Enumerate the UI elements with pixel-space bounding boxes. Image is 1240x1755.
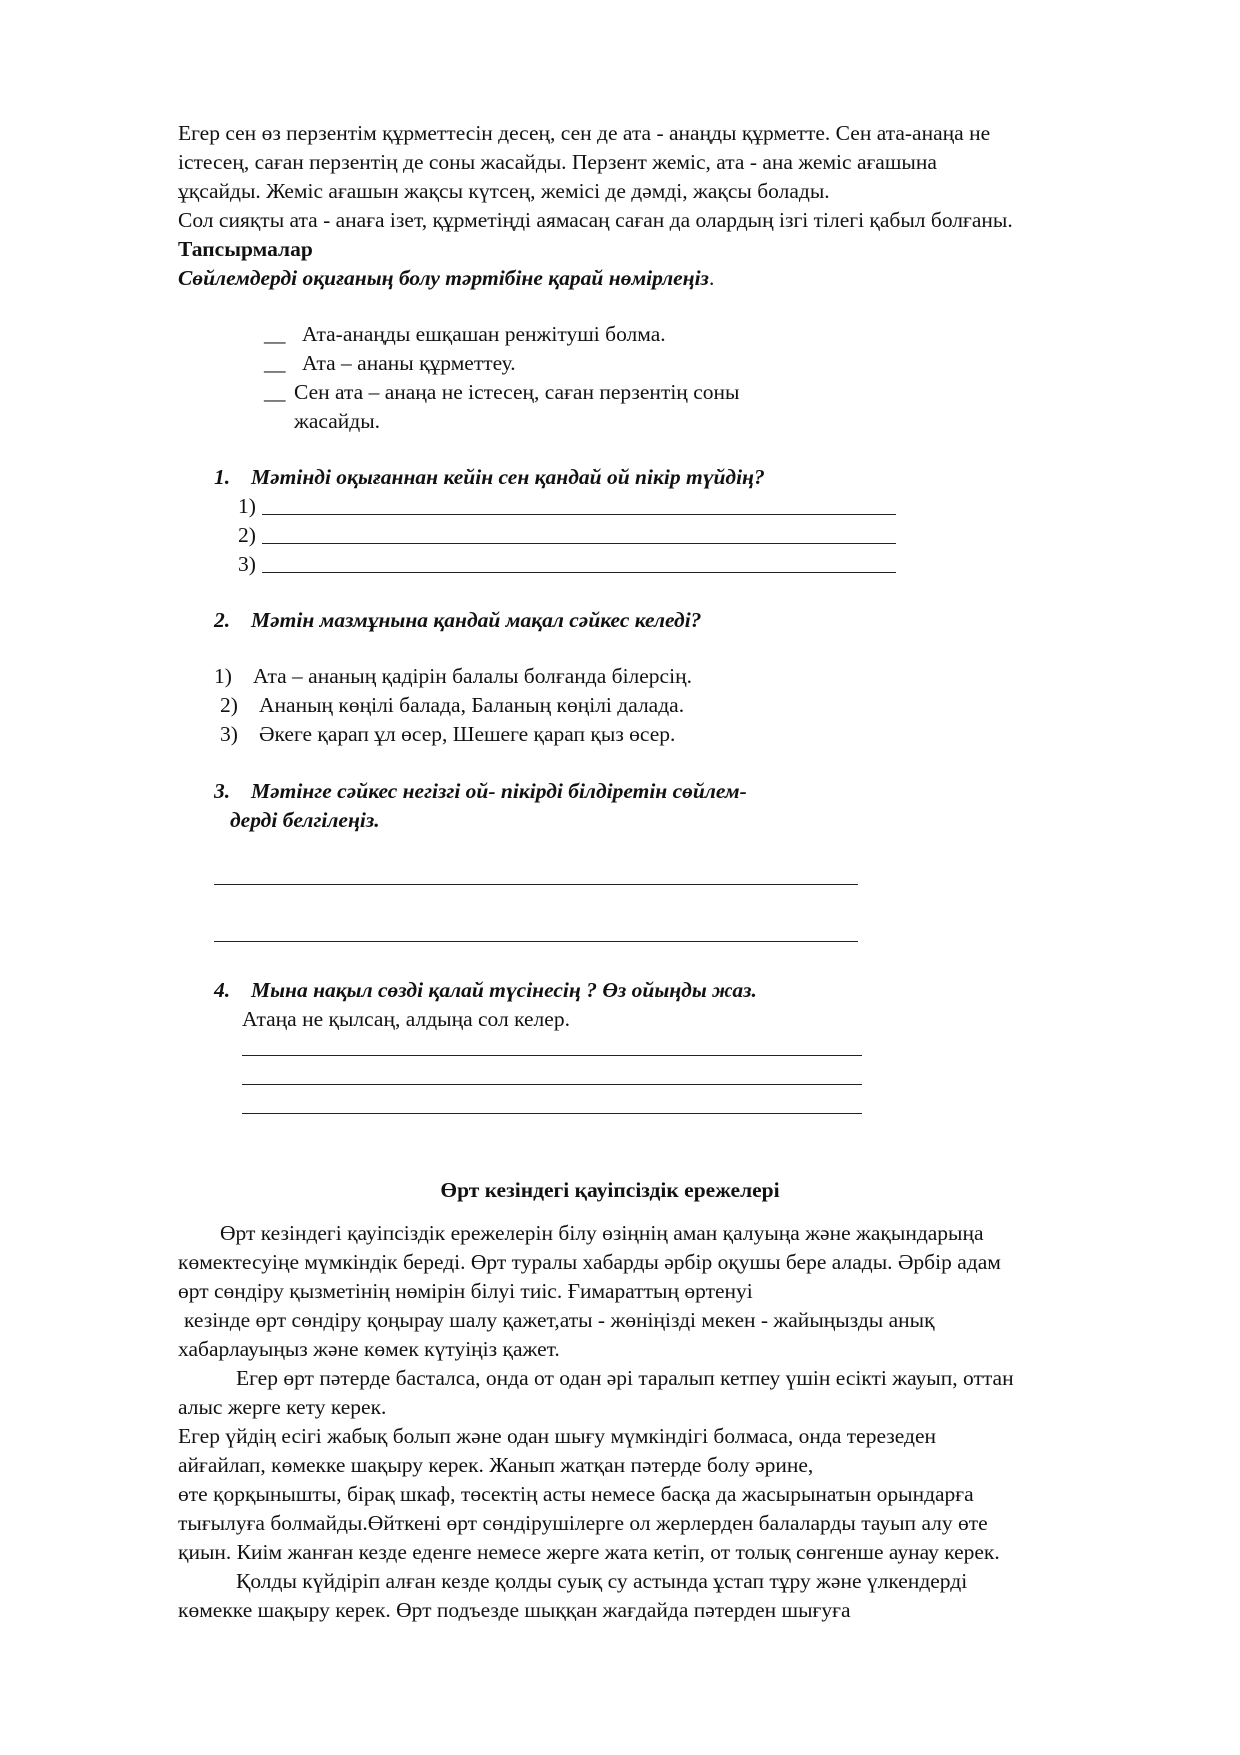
ordering-item-continued: жасайды.: [294, 409, 381, 433]
q2-option[interactable]: Әкеге қарап ұл өсер, Шешеге қарап қыз өсер.: [259, 722, 676, 746]
ordering-blank[interactable]: __: [264, 380, 286, 404]
fire-text-line: Егер өрт пәтерде басталса, онда от одан әрі таралып кетпеу үшін есікті жауып, оттан: [236, 1366, 1014, 1390]
fire-text-line: өте қорқынышты, бірақ шкаф, төсектің асты немесе басқа да жасырынатын орындарға: [178, 1482, 974, 1506]
fire-text-line: көмектесуіңе мүмкіндік береді. Өрт туралы хабарды әрбір оқушы бере алады. Әрбір адам: [178, 1250, 1001, 1274]
q4-text: Мына нақыл сөзді қалай түсінесің ? Өз ойыңды жаз.: [251, 978, 757, 1002]
intro-line: істесең, саған перзентің де соны жасайды. Перзент жеміс, ата - ана жеміс ағашына: [178, 150, 937, 174]
intro-line: Егер сен өз перзентім құрметтесін десең, сен де ата - анаңды құрметте. Сен ата-анаңа не: [178, 121, 991, 145]
q1-answer-label: 1): [238, 494, 256, 518]
ordering-blank[interactable]: __: [264, 322, 286, 346]
q2-text: Мәтін мазмұнына қандай мақал сәйкес келеді?: [251, 608, 702, 632]
q3-answer-line[interactable]: [214, 884, 858, 885]
fire-text-line: қиын. Киім жанған кезде еденге немесе жерге жата кетіп, от толық сөнгенше аунау керек.: [178, 1540, 1000, 1564]
q3-number: 3.: [214, 779, 231, 803]
intro-line: Сол сияқты ата - анаға ізет, құрметіңді аямасаң саған да олардың ізгі тілегі қабыл болғаны.: [178, 208, 1013, 232]
q2-option[interactable]: Ата – ананың қадірін балалы болғанда білерсің.: [253, 664, 692, 688]
q2-option[interactable]: Ананың көңілі балада, Баланың көңілі далада.: [259, 693, 685, 717]
q1-text: Мәтінді оқығаннан кейін сен қандай ой пікір түйдің?: [251, 465, 765, 489]
q2-option-number: 2): [220, 693, 238, 717]
q1-answer-label: 3): [238, 552, 256, 576]
instruction-text: Сөйлемдерді оқиғаның болу тәртібіне қарай нөмірлеңіз: [178, 266, 709, 290]
q3-answer-line[interactable]: [214, 941, 858, 942]
fire-text-line: Егер үйдің есігі жабық болып және одан шығу мүмкіндігі болмаса, онда терезеден: [178, 1424, 937, 1448]
q1-answer-label: 2): [238, 523, 256, 547]
q4-number: 4.: [214, 978, 231, 1002]
tasks-instruction: [178, 264, 714, 293]
fire-section-title: Өрт кезіндегі қауіпсіздік ережелері: [440, 1178, 780, 1202]
fire-text-line: алыс жерге кету керек.: [178, 1395, 387, 1419]
fire-text-line: Өрт кезіндегі қауіпсіздік ережелерін білу өзіңнің аман қалуыңа және жақындарыңа: [220, 1221, 984, 1245]
ordering-item: Ата – ананы құрметтеу.: [302, 351, 516, 375]
ordering-item: Ата-анаңды ешқашан ренжітуші болма.: [302, 322, 666, 346]
q4-proverb: Атаңа не қылсаң, алдыңа сол келер.: [242, 1007, 570, 1031]
fire-text-line: тығылуға болмайды.Өйткені өрт сөндірушілерге ол жерлерден балаларды тауып алу өте: [178, 1511, 988, 1535]
fire-text-line: кезінде өрт сөндіру қоңырау шалу қажет,аты - жөніңізді мекен - жайыңызды анық: [184, 1308, 935, 1332]
q1-answer-line[interactable]: [262, 543, 896, 544]
fire-text-line: көмекке шақыру керек. Өрт подъезде шыққан жағдайда пәтерден шығуға: [178, 1598, 851, 1622]
fire-text-line: өрт сөндіру қызметінің нөмірін білуі тиіс. Ғимараттың өртенуі: [178, 1279, 753, 1303]
q1-number: 1.: [214, 465, 231, 489]
q1-answer-line[interactable]: [262, 572, 896, 573]
fire-text-line: Қолды күйдіріп алған кезде қолды суық су астында ұстап тұру және үлкендерді: [236, 1569, 968, 1593]
q2-option-number: 3): [220, 722, 238, 746]
q2-number: 2.: [214, 608, 231, 632]
ordering-item: Сен ата – анаңа не істесең, саған перзентің соны: [294, 380, 740, 404]
fire-text-line: айғайлап, көмекке шақыру керек. Жанып жатқан пәтерде болу әрине,: [178, 1453, 814, 1477]
q3-text: Мәтінге сәйкес негізгі ой- пікірді білдіретін сөйлем-: [251, 779, 747, 803]
intro-line: ұқсайды. Жеміс ағашын жақсы күтсең, жемісі де дәмді, жақсы болады.: [178, 179, 830, 203]
q2-option-number: 1): [214, 664, 232, 688]
q3-text-continued: дерді белгілеңіз.: [230, 808, 380, 832]
q4-answer-line[interactable]: [242, 1113, 862, 1114]
fire-text-line: хабарлауыңыз және көмек күтуіңіз қажет.: [178, 1337, 560, 1361]
q4-answer-line[interactable]: [242, 1084, 862, 1085]
q1-answer-line[interactable]: [262, 514, 896, 515]
ordering-blank[interactable]: __: [264, 351, 286, 375]
instruction-end: .: [708, 266, 715, 290]
q4-answer-line[interactable]: [242, 1055, 862, 1056]
tasks-heading: Тапсырмалар: [178, 237, 313, 261]
